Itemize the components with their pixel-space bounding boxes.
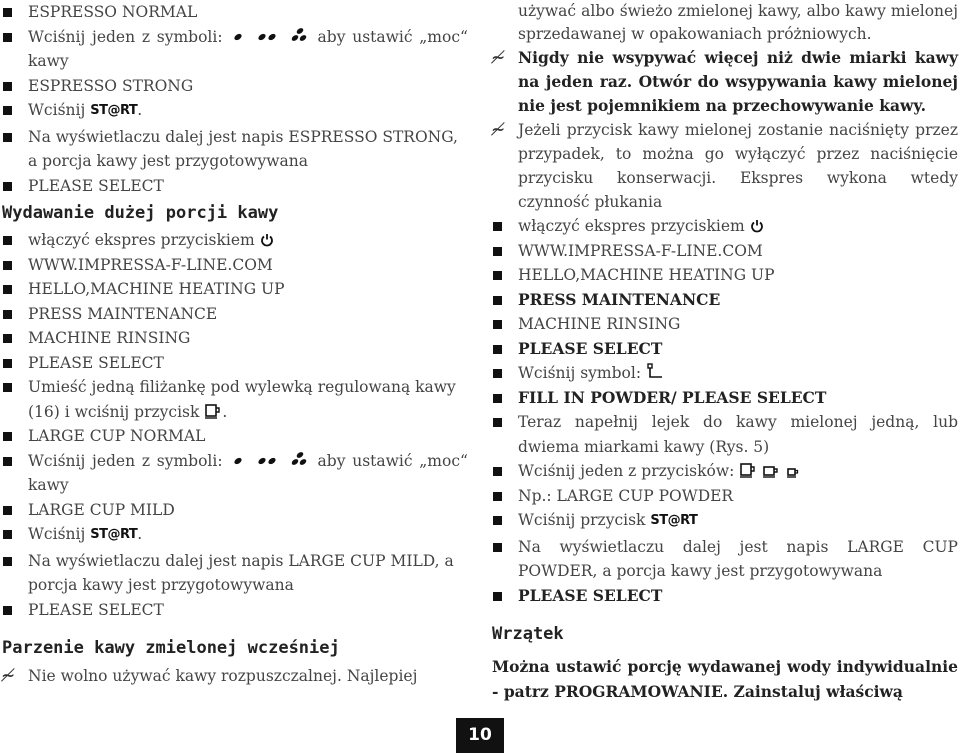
list-item: ESPRESSO NORMAL bbox=[2, 0, 468, 25]
left-column bbox=[2, 0, 468, 689]
list-item: Wciśnij jeden z symboli: aby ustawić „moc“ kawy bbox=[2, 25, 468, 74]
measuring-spoon-icon bbox=[646, 362, 666, 380]
list-item: Na wyświetlaczu dalej jest napis ESPRESSO STRONG, a porcja kawy jest przygotowywana bbox=[2, 125, 468, 174]
ground-coffee-steps bbox=[492, 214, 958, 608]
bullet-icon bbox=[493, 222, 502, 231]
list-item: PLEASE SELECT bbox=[2, 351, 468, 376]
small-cup-icon bbox=[785, 462, 801, 478]
note-continuation: używać albo świeżo zmielonej kawy, albo kawy mielonej sprzedawanej w opakowaniach próżniowych. bbox=[518, 2, 958, 43]
bullet-icon bbox=[3, 236, 12, 245]
list-item: Wciśnij przycisk ST@RT bbox=[492, 508, 958, 535]
bean-one-icon bbox=[229, 455, 247, 467]
list-item: PRESS MAINTENANCE bbox=[492, 288, 958, 313]
bullet-icon bbox=[493, 345, 502, 354]
bean-two-icon bbox=[254, 31, 280, 43]
hot-water-paragraph: Można ustawić porcję wydawanej wody indywidualnie - patrz PROGRAMOWANIE. Zainstaluj właściwą bbox=[492, 657, 958, 701]
notes-right bbox=[492, 0, 958, 214]
list-item: LARGE CUP NORMAL bbox=[2, 424, 468, 449]
list-item: WWW.IMPRESSA-F-LINE.COM bbox=[492, 239, 958, 264]
note-item: ≁ Jeżeli przycisk kawy mielonej zostanie naciśnięty przez przypadek, to można go wyłączyć przez naciśnięcie przycisku konserwacji. Ekspres wykona wtedy czynność płukania bbox=[491, 120, 958, 211]
list-item: PLEASE SELECT bbox=[492, 584, 958, 609]
note-icon: ≁ bbox=[491, 120, 506, 140]
bean-two-icon bbox=[254, 455, 280, 467]
bullet-icon bbox=[3, 133, 12, 142]
power-icon bbox=[750, 219, 764, 233]
note-item: ≁ Nigdy nie wsypywać więcej niż dwie miarki kawy na jeden raz. Otwór do wsypywania kawy mielonej nie jest pojemnikiem na przechowywanie kawy. bbox=[491, 48, 958, 115]
bullet-icon bbox=[493, 369, 502, 378]
list-item: FILL IN POWDER/ PLEASE SELECT bbox=[492, 386, 958, 411]
bullet-icon bbox=[3, 334, 12, 343]
list-item: Wciśnij symbol: bbox=[492, 361, 958, 386]
large-cup-icon bbox=[739, 462, 757, 478]
list-item: WWW.IMPRESSA-F-LINE.COM bbox=[2, 253, 468, 278]
bullet-icon bbox=[493, 543, 502, 552]
list-item: włączyć ekspres przyciskiem bbox=[492, 214, 958, 239]
bullet-icon bbox=[3, 182, 12, 191]
bullet-icon bbox=[493, 394, 502, 403]
list-item: PRESS MAINTENANCE bbox=[2, 302, 468, 327]
list-item: Np.: LARGE CUP POWDER bbox=[492, 484, 958, 509]
bullet-icon bbox=[3, 506, 12, 515]
list-item: Wciśnij jeden z symboli: aby ustawić „moc“ kawy bbox=[2, 449, 468, 498]
bullet-icon bbox=[3, 432, 12, 441]
list-item: Wciśnij ST@RT. bbox=[2, 522, 468, 549]
large-cup-icon bbox=[204, 403, 222, 419]
list-item: ESPRESSO STRONG bbox=[2, 74, 468, 99]
medium-cup-icon bbox=[762, 462, 780, 478]
bean-three-icon bbox=[287, 451, 311, 467]
list-item: Na wyświetlaczu dalej jest napis LARGE CUP MILD, a porcja kawy jest przygotowywana bbox=[2, 549, 468, 598]
bullet-icon bbox=[3, 359, 12, 368]
bean-three-icon bbox=[287, 27, 311, 43]
list-item: Umieść jedną filiżankę pod wylewką regulowaną kawy (16) i wciśnij przycisk . bbox=[2, 375, 468, 424]
list-item: Wciśnij jeden z przycisków: bbox=[492, 459, 958, 484]
bullet-icon bbox=[3, 310, 12, 319]
start-icon: ST@RT bbox=[90, 103, 138, 118]
list-item: MACHINE RINSING bbox=[2, 326, 468, 351]
bullet-icon bbox=[493, 418, 502, 427]
bullet-icon bbox=[493, 592, 502, 601]
note-icon: ≁ bbox=[491, 48, 506, 68]
start-icon: ST@RT bbox=[650, 513, 698, 528]
bullet-icon bbox=[3, 457, 12, 466]
list-item: MACHINE RINSING bbox=[492, 312, 958, 337]
espresso-strong-steps bbox=[2, 0, 468, 198]
bullet-icon bbox=[493, 320, 502, 329]
bullet-icon bbox=[3, 8, 12, 17]
list-item: LARGE CUP MILD bbox=[2, 498, 468, 523]
note-item: ≁ Nie wolno używać kawy rozpuszczalnej. Najlepiej bbox=[2, 664, 468, 689]
bullet-icon bbox=[493, 492, 502, 501]
list-item: włączyć ekspres przyciskiem bbox=[2, 228, 468, 253]
list-item: PLEASE SELECT bbox=[492, 337, 958, 362]
right-column bbox=[492, 0, 958, 704]
bullet-icon bbox=[493, 296, 502, 305]
bullet-icon bbox=[3, 557, 12, 566]
note-icon: ≁ bbox=[1, 666, 16, 686]
bullet-icon bbox=[3, 285, 12, 294]
list-item: HELLO,MACHINE HEATING UP bbox=[2, 277, 468, 302]
bullet-icon bbox=[493, 516, 502, 525]
bullet-icon bbox=[3, 82, 12, 91]
bullet-icon bbox=[3, 33, 12, 42]
bean-one-icon bbox=[229, 31, 247, 43]
bullet-icon bbox=[493, 271, 502, 280]
section-heading-ground-coffee: Parzenie kawy zmielonej wcześniej bbox=[2, 638, 340, 658]
list-item: PLEASE SELECT bbox=[2, 174, 468, 199]
page-number: 10 bbox=[456, 718, 504, 753]
power-icon bbox=[260, 233, 274, 247]
section-heading-large-cup: Wydawanie dużej porcji kawy bbox=[2, 203, 279, 223]
bullet-icon bbox=[493, 467, 502, 476]
list-item: Wciśnij ST@RT. bbox=[2, 98, 468, 125]
bullet-icon bbox=[493, 247, 502, 256]
bullet-icon bbox=[3, 530, 12, 539]
bullet-icon bbox=[3, 261, 12, 270]
list-item: Teraz napełnij lejek do kawy mielonej jedną, lub dwiema miarkami kawy (Rys. 5) bbox=[492, 410, 958, 459]
list-item: HELLO,MACHINE HEATING UP bbox=[492, 263, 958, 288]
bullet-icon bbox=[3, 606, 12, 615]
bullet-icon bbox=[3, 383, 12, 392]
list-item: PLEASE SELECT bbox=[2, 598, 468, 623]
notes-left bbox=[2, 664, 468, 689]
section-heading-hot-water: Wrzątek bbox=[492, 624, 564, 644]
bullet-icon bbox=[3, 106, 12, 115]
start-icon: ST@RT bbox=[90, 527, 138, 542]
large-cup-steps bbox=[2, 228, 468, 622]
list-item: Na wyświetlaczu dalej jest napis LARGE CUP POWDER, a porcja kawy jest przygotowywana bbox=[492, 535, 958, 584]
